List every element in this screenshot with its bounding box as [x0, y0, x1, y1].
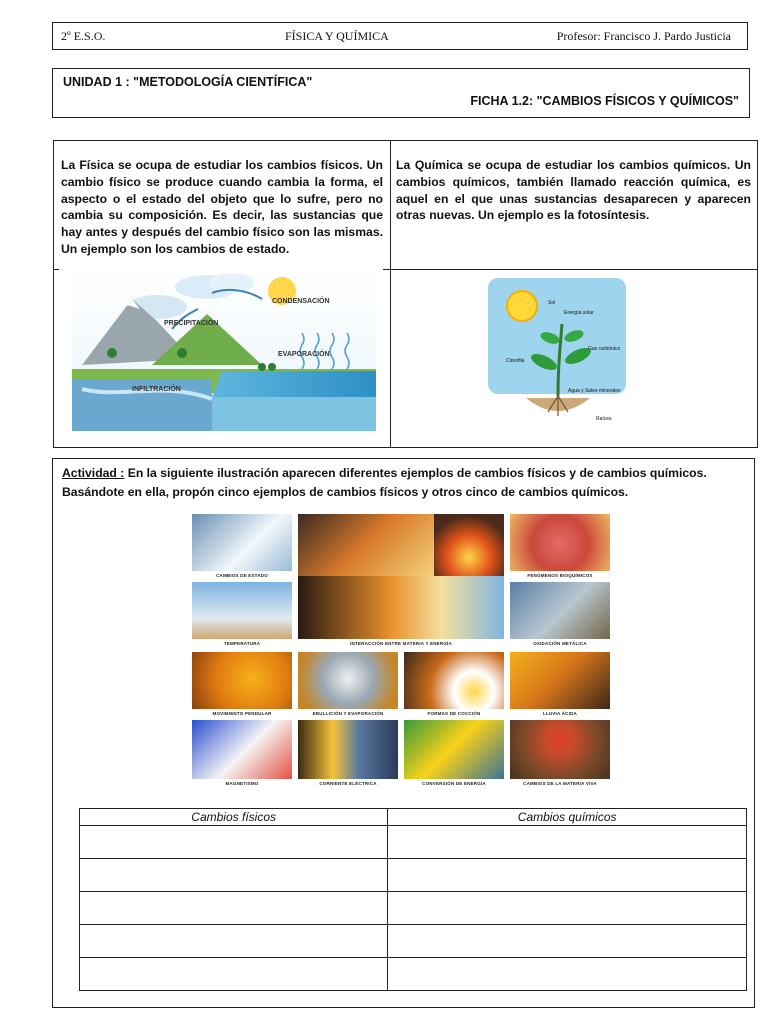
answer-cell[interactable] — [388, 892, 747, 925]
activity-label: Actividad : — [62, 466, 125, 480]
caption-electric: CORRIENTE ELÉCTRICA — [298, 779, 398, 788]
tile-matter-energy — [298, 576, 504, 648]
document-header — [52, 22, 748, 50]
caption-oxidation: OXIDACIÓN METÁLICA — [510, 639, 610, 648]
answer-cell[interactable] — [80, 892, 388, 925]
tile-acid-rain — [510, 652, 610, 718]
definitions-table — [53, 140, 758, 448]
answer-cell[interactable] — [80, 859, 388, 892]
evaporation-label: EVAPORACIÓN — [278, 351, 330, 358]
tile-living-matter — [510, 720, 610, 788]
tile-pendulum — [192, 652, 292, 718]
co2-label: Gas carbónico — [588, 346, 621, 352]
subject-label: FÍSICA Y QUÍMICA — [285, 29, 389, 43]
tile-oxidation — [510, 582, 610, 648]
tile-temperature — [192, 582, 292, 648]
answer-cell[interactable] — [80, 925, 388, 958]
answer-cell[interactable] — [80, 958, 388, 991]
unit-title: UNIDAD 1 : "METODOLOGÍA CIENTÍFICA" — [63, 75, 313, 89]
answer-cell[interactable] — [388, 925, 747, 958]
caption-energy: CONVERSIÓN DE ENERGÍA — [404, 779, 504, 788]
physics-definition: La Física se ocupa de estudiar los cambios físicos. Un cambio físico se produce cuando cambia la forma, el aspecto o el estado del objeto que lo sufre, pero no cambia su composición. Es decir, las sustancias que hay antes y después del cambio físico son las mismas. Un ejemplo son los cambios de estado. — [61, 158, 383, 256]
tile-fire — [434, 514, 504, 576]
chemical-changes-header: Cambios químicos — [388, 809, 747, 826]
caption-states: CAMBIOS DE ESTADO — [192, 571, 292, 580]
answer-cell[interactable] — [388, 958, 747, 991]
row-divider-left — [53, 269, 59, 270]
tile-cooking — [404, 652, 504, 718]
activity-box — [52, 458, 755, 1008]
tile-biochemical — [510, 514, 610, 580]
physical-changes-header: Cambios físicos — [80, 809, 388, 826]
caption-pendulum: MOVIMIENTO PENDULAR — [192, 709, 292, 718]
answer-cell[interactable] — [388, 826, 747, 859]
row-divider-mid — [383, 269, 390, 270]
row-divider — [390, 269, 758, 270]
infiltration-label: INFILTRACIÓN — [132, 386, 181, 393]
tile-magnetism — [192, 720, 292, 788]
caption-biochemical: FENÓMENOS BIOQUÍMICOS — [510, 571, 610, 580]
tile-boiling — [298, 652, 398, 718]
condensation-label: CONDENSACIÓN — [272, 298, 330, 305]
caption-living: CAMBIOS DE LA MATERIA VIVA — [510, 779, 610, 788]
answers-table — [79, 808, 747, 991]
water-cycle-illustration — [72, 269, 376, 431]
chemistry-definition: La Química se ocupa de estudiar los cambios químicos. Un cambios químicos, también llamado reacción química, es aquel en el que unas sustancias desaparecen y aparecen otras nuevas. Un ejemplo es la fotosíntesis. — [396, 158, 751, 223]
chlorophyll-label: Clorofila — [506, 358, 525, 364]
answer-cell[interactable] — [388, 859, 747, 892]
sun-label: Sol — [548, 300, 556, 306]
answer-cell[interactable] — [80, 826, 388, 859]
activity-instructions — [62, 464, 752, 502]
caption-magnetism: MAGNETISMO — [192, 779, 292, 788]
course-label: 2º E.S.O. — [61, 29, 106, 43]
precipitation-label: PRECIPITACIÓN — [164, 320, 219, 327]
examples-collage — [192, 514, 612, 792]
teacher-label: Profesor: Francisco J. Pardo Justicia — [556, 29, 731, 43]
caption-cooking: FORMAS DE COCCIÓN — [404, 709, 504, 718]
tile-lightning — [298, 514, 434, 576]
water-salts-label: Agua y Sales minerales — [568, 388, 621, 394]
tile-electric-current — [298, 720, 398, 788]
caption-temperature: TEMPERATURA — [192, 639, 292, 648]
activity-text: En la siguiente ilustración aparecen diferentes ejemplos de cambios físicos y de cambios químicos. Basándote en ella, propón cinco ejemplos de cambios físicos y otros cinco de cambios químicos. — [62, 466, 707, 499]
roots-label: Raíces — [596, 416, 612, 422]
column-divider — [390, 141, 391, 447]
solar-energy-label: Energía solar — [564, 310, 594, 316]
sheet-title: FICHA 1.2: "CAMBIOS FÍSICOS Y QUÍMICOS" — [470, 94, 739, 108]
tile-states-of-matter — [192, 514, 292, 580]
photosynthesis-illustration — [486, 278, 636, 434]
caption-boiling: EBULLICIÓN Y EVAPORACIÓN — [298, 709, 398, 718]
caption-matter-energy: INTERACCIÓN ENTRE MATERIA Y ENERGÍA — [298, 639, 504, 648]
unit-box — [52, 68, 750, 118]
tile-energy-conversion — [404, 720, 504, 788]
caption-acid-rain: LLUVIA ÁCIDA — [510, 709, 610, 718]
